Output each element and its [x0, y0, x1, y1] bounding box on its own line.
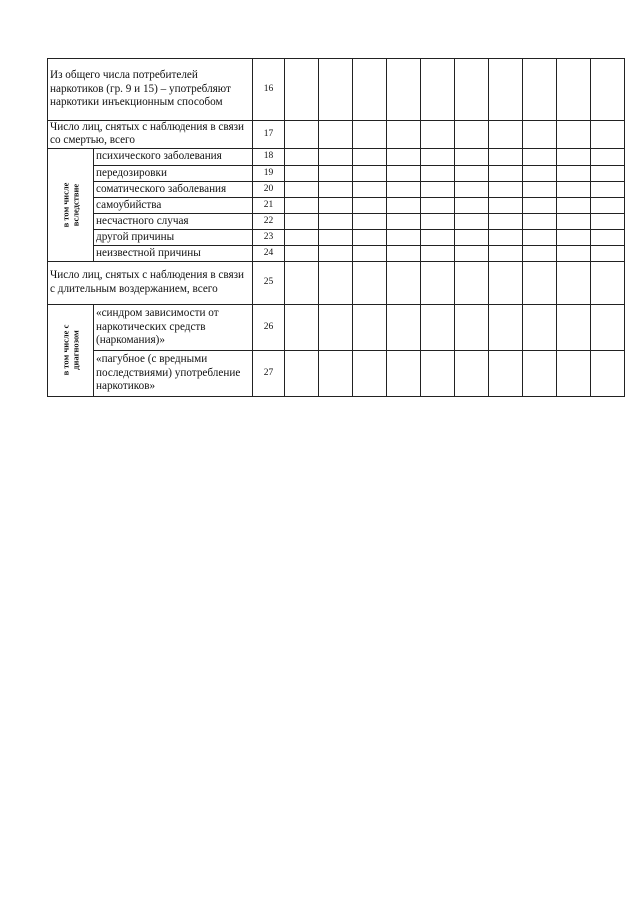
data-cell — [285, 245, 319, 261]
data-cell — [319, 165, 353, 181]
row-label: самоубийства — [94, 197, 253, 213]
data-cell — [285, 261, 319, 304]
data-cell — [489, 245, 523, 261]
row-label: «пагубное (с вредными последствиями) употребление наркотиков» — [94, 350, 253, 396]
data-cell — [489, 165, 523, 181]
data-cell — [455, 197, 489, 213]
row-label: Число лиц, снятых с наблюдения в связи с длительным воздержанием, всего — [48, 261, 253, 304]
data-cell — [557, 121, 591, 149]
data-cell — [557, 229, 591, 245]
data-cell — [523, 213, 557, 229]
data-cell — [319, 121, 353, 149]
data-cell — [285, 148, 319, 165]
row-number: 26 — [253, 304, 285, 350]
data-cell — [591, 181, 625, 197]
data-cell — [387, 148, 421, 165]
row-number: 20 — [253, 181, 285, 197]
group-label-diagnosis-text: в том числе с диагнозом — [60, 324, 80, 376]
data-cell — [387, 59, 421, 121]
data-cell — [387, 229, 421, 245]
data-cell — [455, 165, 489, 181]
table-row — [48, 197, 625, 213]
data-cell — [489, 229, 523, 245]
table-row — [48, 121, 625, 149]
data-cell — [387, 261, 421, 304]
data-cell — [557, 59, 591, 121]
data-cell — [353, 304, 387, 350]
data-cell — [523, 165, 557, 181]
data-cell — [523, 245, 557, 261]
data-cell — [557, 181, 591, 197]
data-cell — [285, 197, 319, 213]
data-cell — [591, 261, 625, 304]
data-cell — [455, 261, 489, 304]
data-cell — [421, 148, 455, 165]
data-cell — [319, 213, 353, 229]
data-cell — [319, 261, 353, 304]
data-cell — [353, 59, 387, 121]
row-label: психического заболевания — [94, 148, 253, 165]
data-cell — [353, 148, 387, 165]
data-cell — [557, 213, 591, 229]
data-cell — [557, 165, 591, 181]
data-cell — [523, 304, 557, 350]
data-cell — [455, 304, 489, 350]
data-cell — [387, 304, 421, 350]
data-cell — [319, 245, 353, 261]
data-cell — [591, 245, 625, 261]
data-cell — [557, 304, 591, 350]
data-cell — [591, 121, 625, 149]
data-cell — [455, 213, 489, 229]
data-cell — [489, 213, 523, 229]
data-cell — [421, 121, 455, 149]
group-label-death-causes-text: в том числе вследствие — [60, 182, 80, 228]
data-cell — [591, 165, 625, 181]
data-cell — [353, 165, 387, 181]
data-cell — [353, 261, 387, 304]
data-cell — [285, 121, 319, 149]
row-number: 16 — [253, 59, 285, 121]
data-cell — [557, 350, 591, 396]
data-cell — [489, 181, 523, 197]
row-number: 24 — [253, 245, 285, 261]
row-label: соматического заболевания — [94, 181, 253, 197]
row-number: 23 — [253, 229, 285, 245]
data-cell — [489, 121, 523, 149]
data-cell — [387, 121, 421, 149]
data-cell — [523, 261, 557, 304]
data-cell — [387, 181, 421, 197]
data-cell — [523, 229, 557, 245]
data-cell — [353, 121, 387, 149]
data-cell — [421, 229, 455, 245]
row-number: 17 — [253, 121, 285, 149]
data-cell — [421, 165, 455, 181]
data-cell — [353, 245, 387, 261]
data-cell — [455, 181, 489, 197]
row-number: 21 — [253, 197, 285, 213]
data-cell — [591, 213, 625, 229]
row-label: «синдром зависимости от наркотических средств (наркомания)» — [94, 304, 253, 350]
data-cell — [387, 350, 421, 396]
data-cell — [353, 197, 387, 213]
data-cell — [319, 350, 353, 396]
data-cell — [591, 197, 625, 213]
data-cell — [591, 148, 625, 165]
statistics-table — [47, 58, 625, 397]
row-label: передозировки — [94, 165, 253, 181]
data-cell — [319, 304, 353, 350]
row-label: Число лиц, снятых с наблюдения в связи со смертью, всего — [48, 121, 253, 149]
data-cell — [489, 304, 523, 350]
row-number: 18 — [253, 148, 285, 165]
table-row — [48, 59, 625, 121]
data-cell — [285, 213, 319, 229]
data-cell — [489, 350, 523, 396]
data-cell — [557, 261, 591, 304]
table-row — [48, 181, 625, 197]
data-cell — [421, 261, 455, 304]
data-cell — [421, 350, 455, 396]
data-cell — [557, 197, 591, 213]
data-cell — [285, 229, 319, 245]
row-label: неизвестной причины — [94, 245, 253, 261]
data-cell — [353, 229, 387, 245]
data-cell — [421, 59, 455, 121]
data-cell — [353, 181, 387, 197]
data-cell — [319, 148, 353, 165]
data-cell — [285, 350, 319, 396]
table-row — [48, 245, 625, 261]
row-number: 27 — [253, 350, 285, 396]
data-cell — [319, 181, 353, 197]
data-cell — [489, 197, 523, 213]
data-cell — [421, 304, 455, 350]
row-label: несчастного случая — [94, 213, 253, 229]
data-cell — [591, 350, 625, 396]
data-cell — [353, 350, 387, 396]
data-cell — [455, 350, 489, 396]
data-cell — [591, 229, 625, 245]
data-cell — [387, 213, 421, 229]
table-row — [48, 213, 625, 229]
data-cell — [523, 181, 557, 197]
data-cell — [489, 261, 523, 304]
data-cell — [523, 121, 557, 149]
row-number: 25 — [253, 261, 285, 304]
group-label-diagnosis — [48, 304, 94, 396]
data-cell — [353, 213, 387, 229]
group-label-death-causes — [48, 148, 94, 261]
data-cell — [557, 148, 591, 165]
row-label: Из общего числа потребителей наркотиков (гр. 9 и 15) – употребляют наркотики инъекционным способом — [48, 59, 253, 121]
data-cell — [319, 59, 353, 121]
data-cell — [319, 197, 353, 213]
data-cell — [523, 350, 557, 396]
table-row — [48, 148, 625, 165]
data-cell — [557, 245, 591, 261]
data-cell — [523, 197, 557, 213]
data-cell — [387, 245, 421, 261]
data-cell — [421, 197, 455, 213]
data-cell — [421, 181, 455, 197]
data-cell — [285, 59, 319, 121]
data-cell — [285, 181, 319, 197]
data-cell — [285, 304, 319, 350]
data-cell — [285, 165, 319, 181]
data-cell — [523, 148, 557, 165]
data-cell — [489, 59, 523, 121]
data-cell — [455, 245, 489, 261]
data-cell — [421, 213, 455, 229]
data-cell — [591, 304, 625, 350]
data-cell — [455, 121, 489, 149]
row-label: другой причины — [94, 229, 253, 245]
data-cell — [591, 59, 625, 121]
data-cell — [455, 148, 489, 165]
data-cell — [319, 229, 353, 245]
table-row — [48, 165, 625, 181]
data-cell — [455, 59, 489, 121]
table-row — [48, 350, 625, 396]
data-cell — [421, 245, 455, 261]
table-row — [48, 229, 625, 245]
table-row — [48, 261, 625, 304]
data-cell — [387, 197, 421, 213]
table-row — [48, 304, 625, 350]
data-cell — [489, 148, 523, 165]
row-number: 19 — [253, 165, 285, 181]
data-cell — [523, 59, 557, 121]
data-cell — [387, 165, 421, 181]
row-number: 22 — [253, 213, 285, 229]
data-cell — [455, 229, 489, 245]
